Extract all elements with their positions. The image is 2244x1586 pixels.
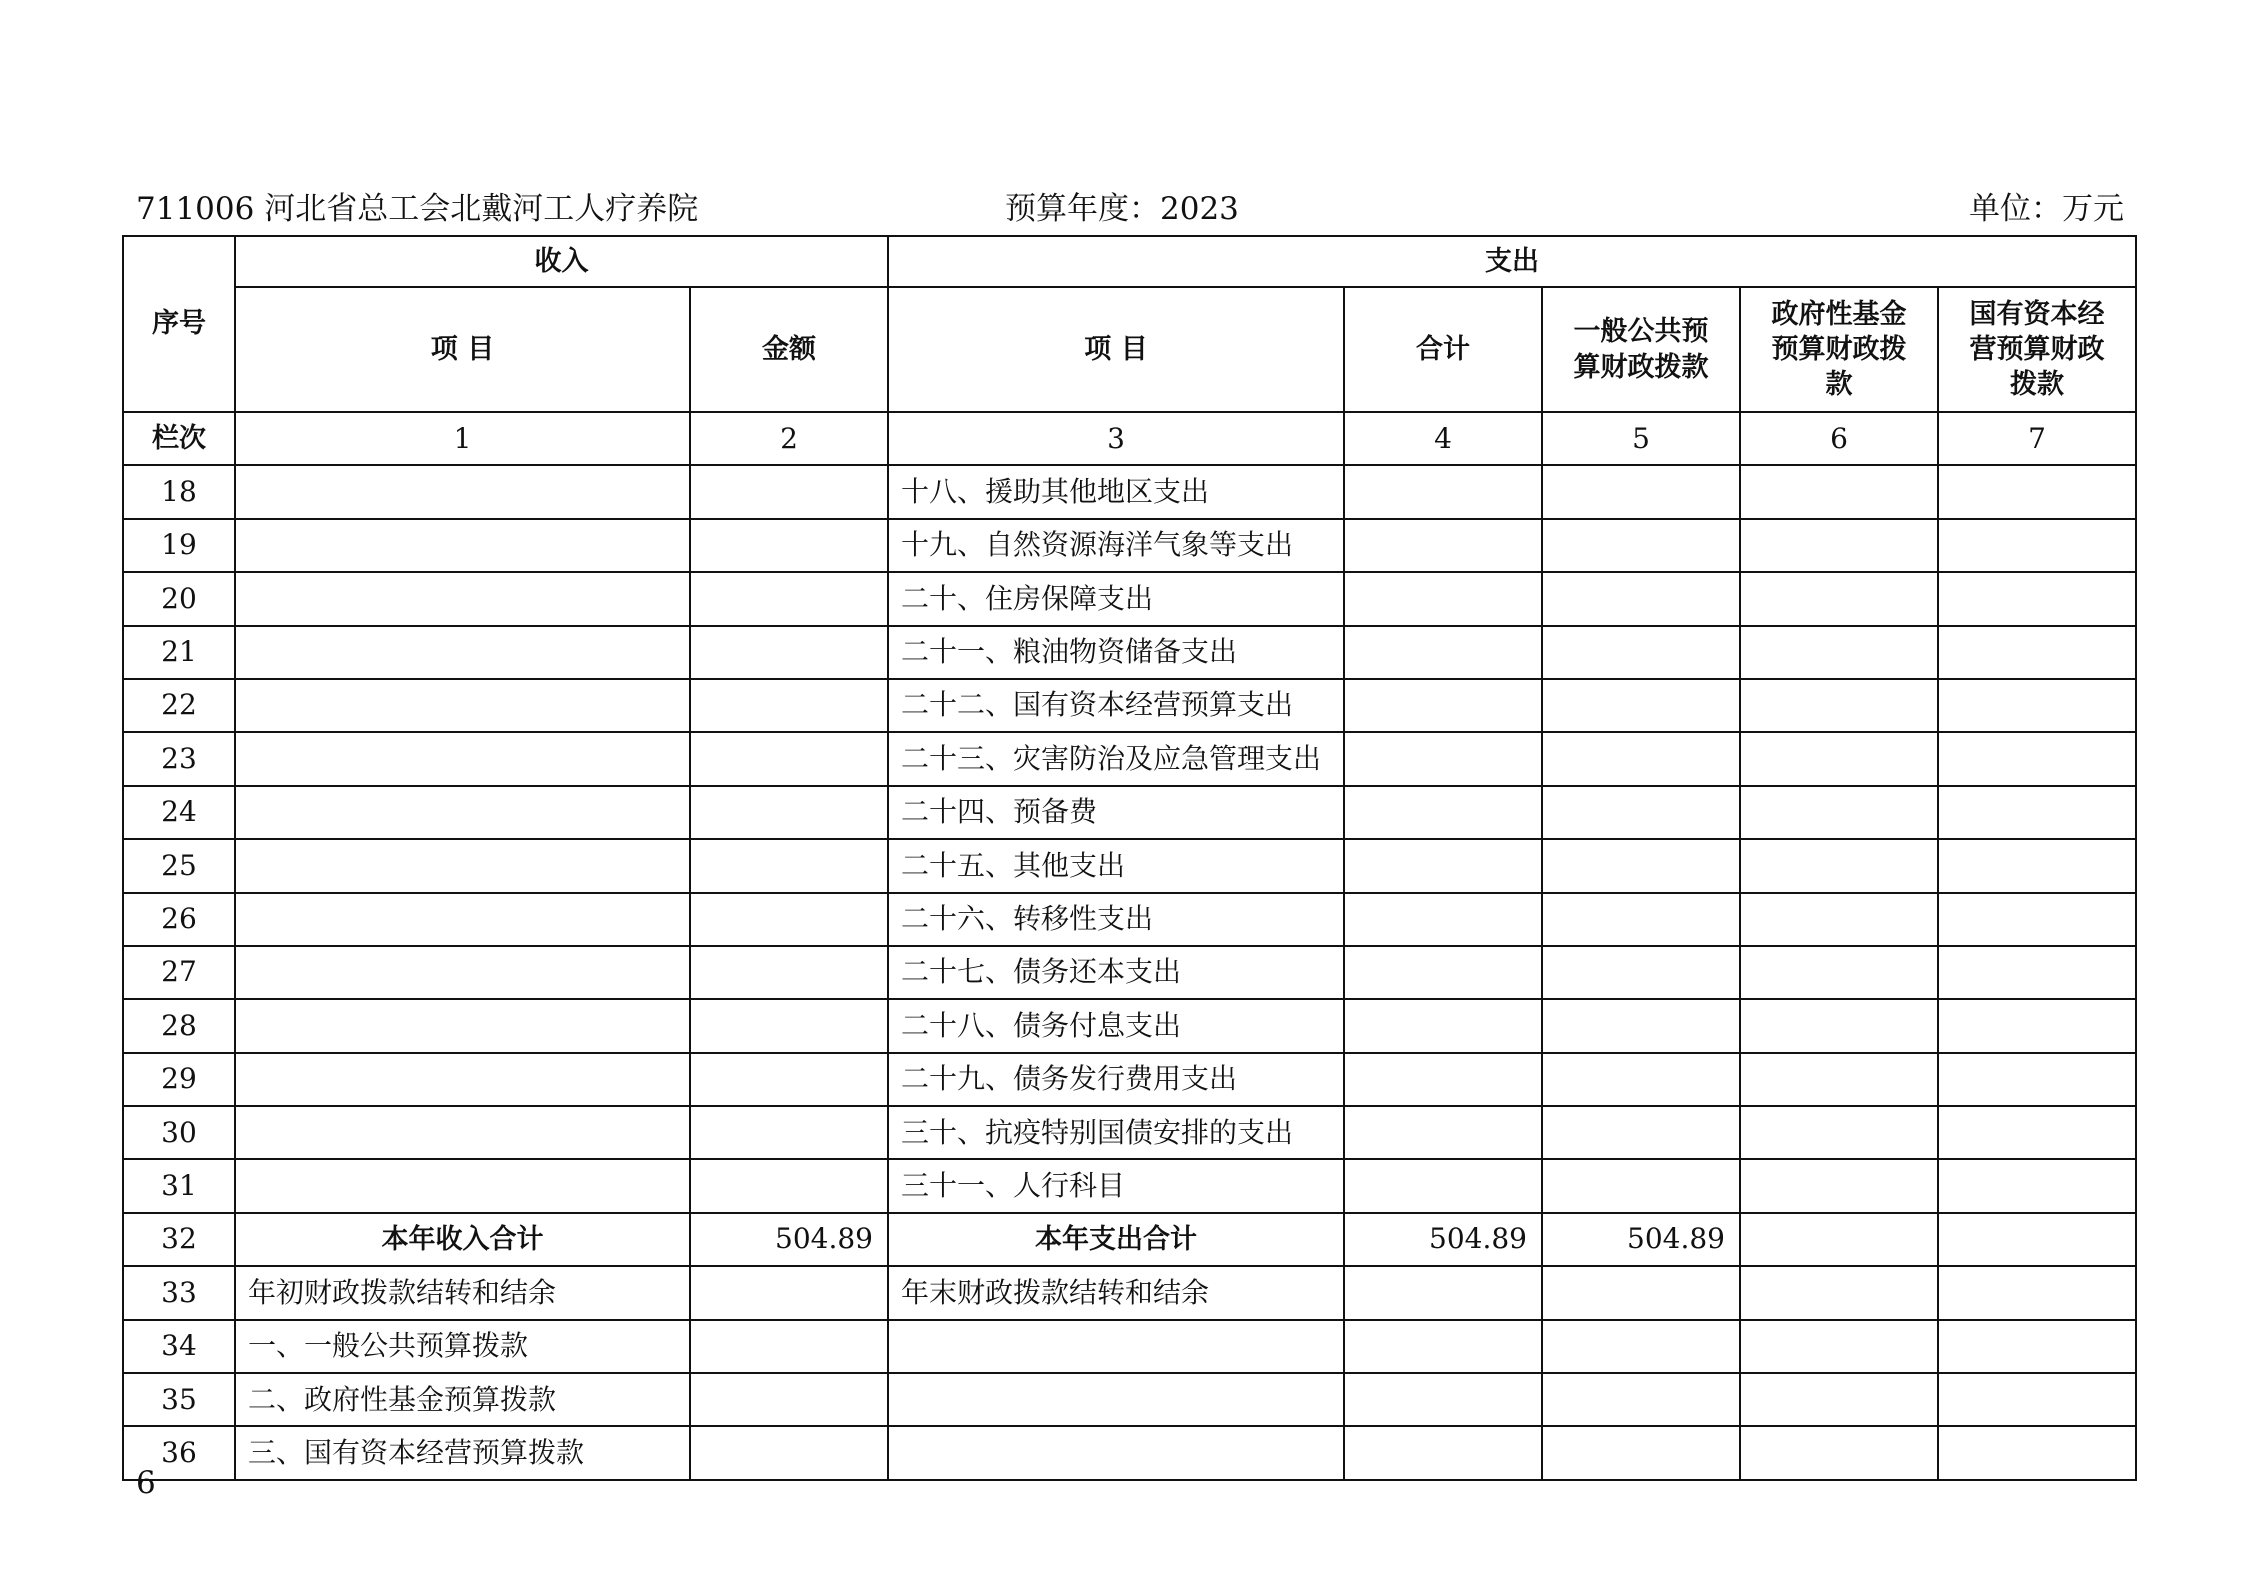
state-capital-cell (1938, 572, 2136, 625)
income-item-cell: 年初财政拨款结转和结余 (235, 1266, 690, 1319)
expense-item-cell: 十九、自然资源海洋气象等支出 (888, 519, 1344, 572)
income-item-cell (235, 999, 690, 1052)
gov-fund-cell (1740, 1426, 1938, 1479)
state-capital-cell (1938, 626, 2136, 679)
general-cell (1542, 1053, 1740, 1106)
expense-item-cell: 二十一、粮油物资储备支出 (888, 626, 1344, 679)
state-capital-header (1938, 287, 2136, 412)
income-amount-cell (690, 893, 888, 946)
gov-fund-cell (1740, 572, 1938, 625)
total-cell (1344, 626, 1542, 679)
total-cell (1344, 1426, 1542, 1479)
income-item-cell: 一、一般公共预算拨款 (235, 1320, 690, 1373)
income-item-cell: 本年收入合计 (235, 1213, 690, 1266)
seq-cell: 31 (123, 1159, 235, 1212)
gov-fund-cell (1740, 999, 1938, 1052)
table-row (123, 1159, 2136, 1212)
table-row (123, 1320, 2136, 1373)
seq-cell: 33 (123, 1266, 235, 1319)
expense-item-cell: 二十三、灾害防治及应急管理支出 (888, 732, 1344, 785)
state-capital-cell (1938, 999, 2136, 1052)
gov-fund-cell (1740, 946, 1938, 999)
general-cell (1542, 1106, 1740, 1159)
income-amount-cell (690, 946, 888, 999)
table-row (123, 786, 2136, 839)
income-amount-cell (690, 1373, 888, 1426)
gov-fund-header-text: 政府性基金预算财政拨款 (1771, 298, 1907, 401)
seq-cell: 24 (123, 786, 235, 839)
state-capital-cell (1938, 1213, 2136, 1266)
table-row (123, 1266, 2136, 1319)
seq-cell: 30 (123, 1106, 235, 1159)
income-item-cell: 二、政府性基金预算拨款 (235, 1373, 690, 1426)
state-capital-cell (1938, 679, 2136, 732)
table-row (123, 1213, 2136, 1266)
income-item-cell: 三、国有资本经营预算拨款 (235, 1426, 690, 1479)
total-cell (1344, 572, 1542, 625)
total-cell (1344, 732, 1542, 785)
general-cell (1542, 839, 1740, 892)
col-num: 5 (1542, 412, 1740, 465)
table-row (123, 1426, 2136, 1479)
expense-item-cell: 二十、住房保障支出 (888, 572, 1344, 625)
state-capital-cell (1938, 839, 2136, 892)
gov-fund-cell (1740, 893, 1938, 946)
state-capital-cell (1938, 1053, 2136, 1106)
state-capital-cell (1938, 1320, 2136, 1373)
income-amount-cell (690, 786, 888, 839)
income-amount-cell: 504.89 (690, 1213, 888, 1266)
seq-cell: 27 (123, 946, 235, 999)
table-row (123, 572, 2136, 625)
total-cell (1344, 1266, 1542, 1319)
total-cell: 504.89 (1344, 1213, 1542, 1266)
expense-item-cell: 三十一、人行科目 (888, 1159, 1344, 1212)
seq-cell: 20 (123, 572, 235, 625)
total-cell (1344, 1159, 1542, 1212)
general-cell (1542, 732, 1740, 785)
general-cell (1542, 1426, 1740, 1479)
general-cell (1542, 1159, 1740, 1212)
gov-fund-cell (1740, 1213, 1938, 1266)
col-num: 6 (1740, 412, 1938, 465)
seq-cell: 23 (123, 732, 235, 785)
table-row (123, 732, 2136, 785)
col-label: 栏次 (123, 412, 235, 465)
seq-cell: 32 (123, 1213, 235, 1266)
state-capital-cell (1938, 1373, 2136, 1426)
general-cell (1542, 1266, 1740, 1319)
income-item-cell (235, 465, 690, 518)
income-amount-cell (690, 1159, 888, 1212)
income-item-cell (235, 626, 690, 679)
income-item-cell (235, 732, 690, 785)
income-amount-cell (690, 1266, 888, 1319)
table-row (123, 1106, 2136, 1159)
income-item-cell (235, 786, 690, 839)
state-capital-cell (1938, 465, 2136, 518)
gov-fund-cell (1740, 1266, 1938, 1319)
gov-fund-cell (1740, 519, 1938, 572)
seq-cell: 19 (123, 519, 235, 572)
seq-cell: 25 (123, 839, 235, 892)
income-item-cell (235, 946, 690, 999)
seq-header: 序号 (123, 236, 235, 412)
income-header: 收入 (235, 236, 888, 287)
unit-title: 711006 河北省总工会北戴河工人疗养院 (136, 191, 699, 227)
seq-cell: 35 (123, 1373, 235, 1426)
income-amount-cell (690, 519, 888, 572)
gov-fund-cell (1740, 465, 1938, 518)
expense-item-cell: 二十八、债务付息支出 (888, 999, 1344, 1052)
gov-fund-cell (1740, 1373, 1938, 1426)
gov-fund-cell (1740, 1320, 1938, 1373)
currency-unit: 单位：万元 (1969, 191, 2124, 227)
state-capital-cell (1938, 519, 2136, 572)
table-row (123, 1053, 2136, 1106)
budget-year: 预算年度：2023 (1005, 191, 1239, 227)
seq-cell: 26 (123, 893, 235, 946)
page-number: 6 (136, 1465, 156, 1501)
col-num: 4 (1344, 412, 1542, 465)
income-item-cell (235, 679, 690, 732)
general-cell (1542, 1373, 1740, 1426)
income-amount-cell (690, 999, 888, 1052)
total-cell (1344, 519, 1542, 572)
expense-item-cell (888, 1320, 1344, 1373)
gov-fund-cell (1740, 679, 1938, 732)
income-item-cell (235, 1106, 690, 1159)
income-amount-cell (690, 626, 888, 679)
income-amount-header: 金额 (690, 287, 888, 412)
general-cell (1542, 1320, 1740, 1373)
seq-cell: 22 (123, 679, 235, 732)
income-item-cell (235, 572, 690, 625)
general-budget-header-text: 一般公共预算财政拨款 (1573, 316, 1709, 383)
total-cell (1344, 946, 1542, 999)
seq-cell: 29 (123, 1053, 235, 1106)
total-cell (1344, 465, 1542, 518)
expense-item-cell: 本年支出合计 (888, 1213, 1344, 1266)
expense-item-cell: 二十六、转移性支出 (888, 893, 1344, 946)
header-row-1 (123, 236, 2136, 287)
table-row (123, 946, 2136, 999)
general-cell (1542, 465, 1740, 518)
general-cell: 504.89 (1542, 1213, 1740, 1266)
gov-fund-header (1740, 287, 1938, 412)
income-amount-cell (690, 572, 888, 625)
gov-fund-cell (1740, 732, 1938, 785)
table-row (123, 679, 2136, 732)
expense-item-cell: 二十七、债务还本支出 (888, 946, 1344, 999)
table-row (123, 893, 2136, 946)
gov-fund-cell (1740, 1159, 1938, 1212)
gov-fund-cell (1740, 626, 1938, 679)
state-capital-cell (1938, 1159, 2136, 1212)
general-cell (1542, 893, 1740, 946)
state-capital-cell (1938, 946, 2136, 999)
income-amount-cell (690, 1320, 888, 1373)
state-capital-cell (1938, 1106, 2136, 1159)
expense-item-header: 项 目 (888, 287, 1344, 412)
total-cell (1344, 1373, 1542, 1426)
expense-item-cell: 十八、援助其他地区支出 (888, 465, 1344, 518)
state-capital-cell (1938, 786, 2136, 839)
col-num: 7 (1938, 412, 2136, 465)
income-amount-cell (690, 679, 888, 732)
general-cell (1542, 626, 1740, 679)
total-header: 合计 (1344, 287, 1542, 412)
income-amount-cell (690, 465, 888, 518)
expense-item-cell: 三十、抗疫特别国债安排的支出 (888, 1106, 1344, 1159)
state-capital-cell (1938, 1266, 2136, 1319)
table-row (123, 465, 2136, 518)
income-amount-cell (690, 1053, 888, 1106)
total-cell (1344, 1053, 1542, 1106)
expense-item-cell: 二十五、其他支出 (888, 839, 1344, 892)
income-item-cell (235, 839, 690, 892)
budget-table (122, 235, 2137, 1481)
gov-fund-cell (1740, 839, 1938, 892)
state-capital-cell (1938, 732, 2136, 785)
table-row (123, 626, 2136, 679)
total-cell (1344, 1320, 1542, 1373)
income-amount-cell (690, 1106, 888, 1159)
expense-item-cell: 年末财政拨款结转和结余 (888, 1266, 1344, 1319)
income-item-cell (235, 1053, 690, 1106)
col-num: 1 (235, 412, 690, 465)
income-amount-cell (690, 732, 888, 785)
income-item-cell (235, 519, 690, 572)
total-cell (1344, 786, 1542, 839)
gov-fund-cell (1740, 1053, 1938, 1106)
gov-fund-cell (1740, 786, 1938, 839)
state-capital-cell (1938, 1426, 2136, 1479)
expense-item-cell (888, 1426, 1344, 1479)
general-cell (1542, 519, 1740, 572)
total-cell (1344, 1106, 1542, 1159)
expense-item-cell (888, 1373, 1344, 1426)
seq-cell: 18 (123, 465, 235, 518)
col-num: 3 (888, 412, 1344, 465)
total-cell (1344, 999, 1542, 1052)
col-num: 2 (690, 412, 888, 465)
state-capital-cell (1938, 893, 2136, 946)
expense-item-cell: 二十二、国有资本经营预算支出 (888, 679, 1344, 732)
income-item-cell (235, 893, 690, 946)
income-item-cell (235, 1159, 690, 1212)
general-cell (1542, 946, 1740, 999)
expense-header: 支出 (888, 236, 2136, 287)
table-row (123, 999, 2136, 1052)
table-row (123, 839, 2136, 892)
general-cell (1542, 999, 1740, 1052)
seq-cell: 36 (123, 1426, 235, 1479)
expense-item-cell: 二十九、债务发行费用支出 (888, 1053, 1344, 1106)
income-amount-cell (690, 839, 888, 892)
expense-item-cell: 二十四、预备费 (888, 786, 1344, 839)
table-row (123, 1373, 2136, 1426)
income-amount-cell (690, 1426, 888, 1479)
header-row-2 (123, 287, 2136, 412)
general-budget-header (1542, 287, 1740, 412)
income-item-header: 项 目 (235, 287, 690, 412)
column-number-row (123, 412, 2136, 465)
seq-cell: 34 (123, 1320, 235, 1373)
gov-fund-cell (1740, 1106, 1938, 1159)
total-cell (1344, 893, 1542, 946)
general-cell (1542, 786, 1740, 839)
general-cell (1542, 572, 1740, 625)
seq-cell: 28 (123, 999, 235, 1052)
state-capital-header-text: 国有资本经营预算财政拨款 (1969, 298, 2105, 401)
seq-cell: 21 (123, 626, 235, 679)
general-cell (1542, 679, 1740, 732)
total-cell (1344, 839, 1542, 892)
table-row (123, 519, 2136, 572)
total-cell (1344, 679, 1542, 732)
